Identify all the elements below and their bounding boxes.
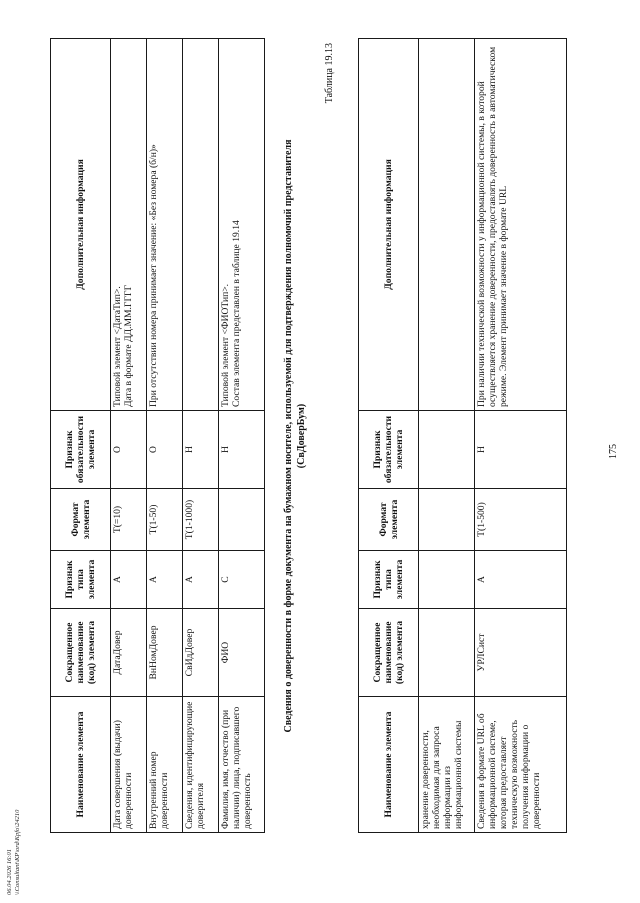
table-cell: Типовой элемент <ФИОТип>. Состав элемента представлен в таблице 19.14 <box>219 39 265 411</box>
section-title <box>282 39 308 833</box>
table-cell: О <box>111 411 147 489</box>
table-header-row <box>359 39 419 833</box>
table-caption: Таблица 19.13 <box>324 43 335 104</box>
table-cell: Н <box>475 411 567 489</box>
table-cell: УРЛСист <box>475 609 567 697</box>
page-number: 175 <box>608 444 619 459</box>
table-cell: ДатаДовер <box>111 609 147 697</box>
table-cell: Дата совершения (выдачи) доверенности <box>111 697 147 833</box>
header-cell: Дополнительная информация <box>51 39 111 411</box>
header-cell: Признак типа элемента <box>51 551 111 609</box>
table-row <box>419 39 475 833</box>
header-cell: Формат элемента <box>359 489 419 551</box>
table-header-row <box>51 39 111 833</box>
table-cell: T(1-500) <box>475 489 567 551</box>
footer-timestamp: 06.04.2026 16:01 <box>6 848 13 895</box>
header-cell: Наименование элемента <box>359 697 419 833</box>
table-cell: Н <box>219 411 265 489</box>
table-cell: А <box>475 551 567 609</box>
table-cell <box>419 39 475 411</box>
table-cell: T(1-50) <box>147 489 183 551</box>
table-cell <box>419 551 475 609</box>
table-cell: При наличии технической возможности у информационной системы, в которой осуществляется хранение доверенности, предоставлять доверенность в автоматическом режиме. Элемент принимает значение в формате URL <box>475 39 567 411</box>
table-cell: Внутренний номер доверенности <box>147 697 183 833</box>
table-cell: T(1-1000) <box>183 489 219 551</box>
footer-path: \\Consultant\KP\ord\Kpfo\24210 <box>14 809 21 895</box>
header-cell: Признак обязательности элемента <box>359 411 419 489</box>
table-cell: А <box>183 551 219 609</box>
header-cell: Признак обязательности элемента <box>51 411 111 489</box>
table-cell: О <box>147 411 183 489</box>
table-cell: А <box>147 551 183 609</box>
table-cell: ВнНомДовер <box>147 609 183 697</box>
table-cell <box>183 39 219 411</box>
print-footer <box>6 810 22 895</box>
table-cell: Сведения, идентифицирующие доверителя <box>183 697 219 833</box>
table-cell: Типовой элемент <ДатаТип>. Дата в формате ДД.ММ.ГГГГ <box>111 39 147 411</box>
header-cell: Наименование элемента <box>51 697 111 833</box>
table-cell: хранение доверенности, необходимая для запроса информации из информационной системы <box>419 697 475 833</box>
header-cell: Формат элемента <box>51 489 111 551</box>
table-cell: Сведения в формате URL об информационной системе, которая предоставляет техническую возможность получения информации о доверенности <box>475 697 567 833</box>
table-row <box>111 39 147 833</box>
header-cell: Признак типа элемента <box>359 551 419 609</box>
table-cell: Н <box>183 411 219 489</box>
continuation-table <box>358 38 567 833</box>
table-cell: Фамилия, имя, отчество (при наличии) лица, подписавшего доверенность <box>219 697 265 833</box>
table-cell: T(=10) <box>111 489 147 551</box>
section-title-line: Сведения о доверенности в форме документа на бумажном носителе, используемой для подтверждения полномочий представителя <box>283 139 294 733</box>
table-cell <box>419 609 475 697</box>
paper-power-of-attorney-table <box>50 38 265 833</box>
header-cell: Сокращенное наименование (код) элемента <box>51 609 111 697</box>
table-cell <box>419 411 475 489</box>
table-row <box>183 39 219 833</box>
table-cell: СвИдДовер <box>183 609 219 697</box>
table-row <box>147 39 183 833</box>
table-cell: ФИО <box>219 609 265 697</box>
table-cell <box>219 489 265 551</box>
table-cell <box>419 489 475 551</box>
header-cell: Сокращенное наименование (код) элемента <box>359 609 419 697</box>
table-cell: С <box>219 551 265 609</box>
table-cell: При отсутствии номера принимает значение: «Без номера (б/н)» <box>147 39 183 411</box>
table-row <box>475 39 567 833</box>
table-row <box>219 39 265 833</box>
header-cell: Дополнительная информация <box>359 39 419 411</box>
section-title-code: (СвДоверБум) <box>296 403 307 469</box>
table-cell: А <box>111 551 147 609</box>
